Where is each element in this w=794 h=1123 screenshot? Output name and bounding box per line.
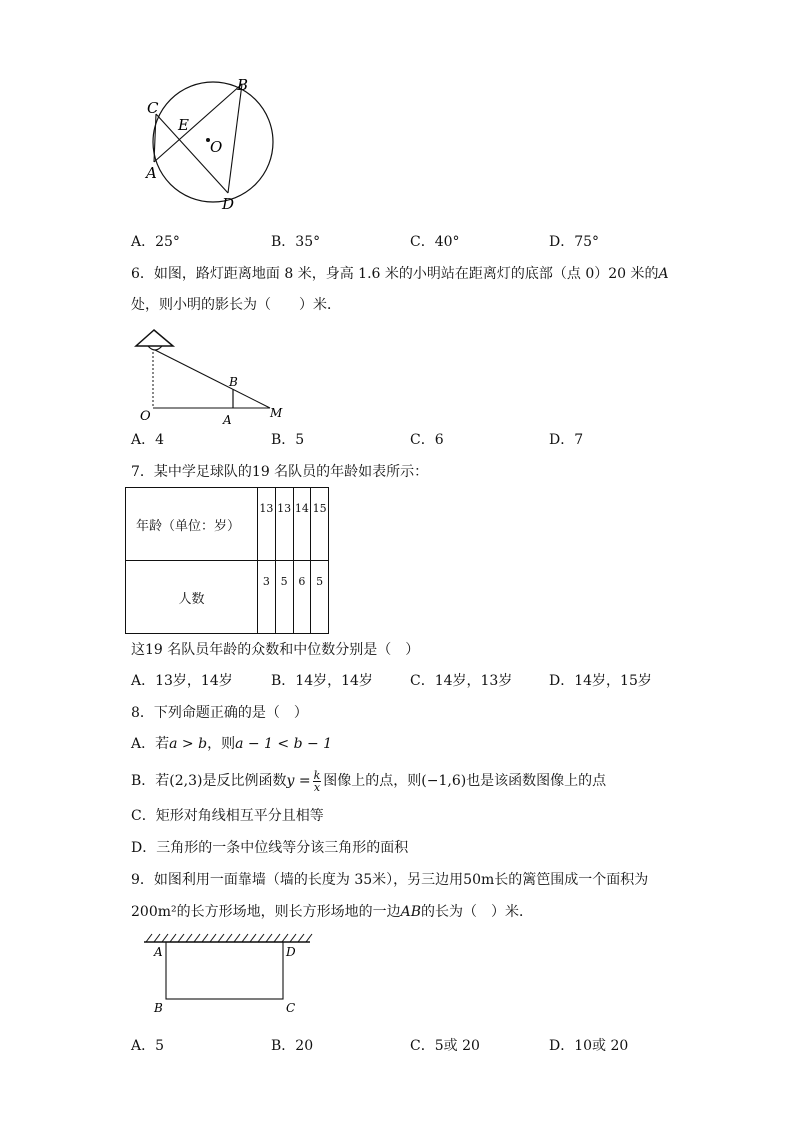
wall-hatching	[146, 934, 312, 942]
q9-fence-length: 50m	[463, 872, 495, 888]
q7-age-table	[125, 487, 329, 634]
table-cell: 3	[258, 561, 276, 634]
label-a: A	[223, 413, 232, 427]
q7-option-c: C．14岁，13岁	[410, 673, 513, 689]
q8-a-prefix: A．若	[131, 736, 170, 752]
label-a: A	[146, 164, 157, 182]
label-c: C	[286, 1001, 296, 1015]
q5-option-a: A．25°	[131, 234, 180, 250]
lamp-icon	[136, 330, 173, 346]
label-a: A	[154, 945, 163, 959]
chord-ca	[154, 114, 156, 162]
q9-wall-figure	[140, 932, 320, 1018]
q8-b-suffix: 也是该函数图像上的点	[466, 773, 607, 789]
q9-option-c: C．5或 20	[410, 1038, 480, 1054]
label-d: D	[286, 945, 296, 959]
label-b: B	[154, 1001, 163, 1015]
q8-b-prefix: B．若	[131, 773, 170, 789]
q6-option-d: D．7	[549, 432, 584, 448]
q7-option-a: A．13岁，14岁	[131, 673, 233, 689]
q8-b-y: y =	[286, 773, 311, 789]
q8-a-condition: a > b	[169, 736, 208, 752]
table-cell: 6	[293, 561, 311, 634]
q9-area: 200m²	[131, 904, 177, 920]
table-cell: 15	[311, 488, 329, 561]
q9-option-a: A．5	[131, 1038, 165, 1054]
q9-stem-line2	[131, 902, 533, 922]
q6-lamp-figure	[128, 322, 298, 428]
q8-option-a	[131, 734, 332, 754]
fraction-numerator: k	[313, 768, 321, 782]
label-b: B	[237, 76, 249, 94]
q6-option-a: A．4	[131, 432, 165, 448]
q9-option-b: B．20	[271, 1038, 314, 1054]
table-row-age	[126, 488, 329, 561]
q6-stem-text: 6．如图，路灯距离地面 8 米，身高 1.6 米的小明站在距离灯的底部（点 0）20 米的	[131, 266, 659, 282]
chord-ab	[154, 84, 242, 162]
q8-stem: 8．下列命题正确的是（ ）	[131, 705, 308, 721]
label-c: C	[147, 99, 159, 117]
q9-stem-line1	[131, 870, 648, 890]
table-cell: 13	[275, 488, 293, 561]
table-header-age: 年龄（单位：岁）	[126, 488, 258, 561]
q8-b-fraction	[313, 770, 322, 793]
q5-option-b: B．35°	[271, 234, 321, 250]
label-m: M	[270, 406, 283, 420]
q8-b-mid2: 图像上的点，则	[323, 773, 422, 789]
table-cell: 5	[275, 561, 293, 634]
label-e: E	[178, 116, 189, 134]
q8-option-d: D．三角形的一条中位线等分该三角形的面积	[131, 840, 409, 856]
q9-option-d: D．10或 20	[549, 1038, 629, 1054]
table-header-count: 人数	[126, 561, 258, 634]
q9-text-a: 9．如图利用一面靠墙（墙的长度为 35米），另三边用	[131, 872, 464, 888]
q6-option-b: B．5	[271, 432, 305, 448]
q8-b-point2: (−1,6)	[421, 773, 467, 789]
light-ray	[155, 350, 270, 408]
q7-option-d: D．14岁，15岁	[549, 673, 652, 689]
q5-option-d: D．75°	[549, 234, 600, 250]
rectangle-abcd	[166, 942, 283, 999]
q9-text-d: 的长为（ ）米．	[421, 904, 534, 920]
q9-text-b: 的长方形场地，则长方形场地的一边	[176, 904, 401, 920]
q6-option-c: C．6	[410, 432, 444, 448]
q5-option-c: C．40°	[410, 234, 460, 250]
label-o: O	[140, 409, 151, 424]
q6-point-a: A	[658, 266, 669, 282]
q8-option-c: C．矩形对角线相互平分且相等	[131, 808, 324, 824]
q8-b-mid: 是反比例函数	[202, 773, 287, 789]
q9-text-c: 长的篱笆围成一个面积为	[494, 872, 649, 888]
label-b: B	[229, 375, 238, 389]
label-o: O	[210, 138, 223, 156]
fraction-denominator: x	[313, 780, 321, 794]
table-cell: 13	[258, 488, 276, 561]
chord-bd	[228, 84, 242, 193]
q5-circle-figure	[130, 70, 290, 220]
table-row-count	[126, 561, 329, 634]
q8-option-b	[131, 768, 606, 794]
table-cell: 14	[293, 488, 311, 561]
q6-stem-line2: 处，则小明的影长为（ ）米．	[131, 297, 341, 313]
q7-question: 这19 名队员年龄的众数和中位数分别是（ ）	[131, 642, 420, 658]
q9-segment-ab: AB	[400, 904, 422, 920]
table-cell: 5	[311, 561, 329, 634]
q8-a-conclusion: a − 1 < b − 1	[235, 736, 333, 752]
q6-stem-line1	[131, 264, 669, 284]
label-d: D	[222, 195, 235, 213]
q7-option-b: B．14岁，14岁	[271, 673, 373, 689]
q8-b-point: (2,3)	[169, 773, 203, 789]
q7-stem: 7．某中学足球队的19 名队员的年龄如表所示：	[131, 464, 429, 480]
q8-a-mid: ，则	[207, 736, 236, 752]
